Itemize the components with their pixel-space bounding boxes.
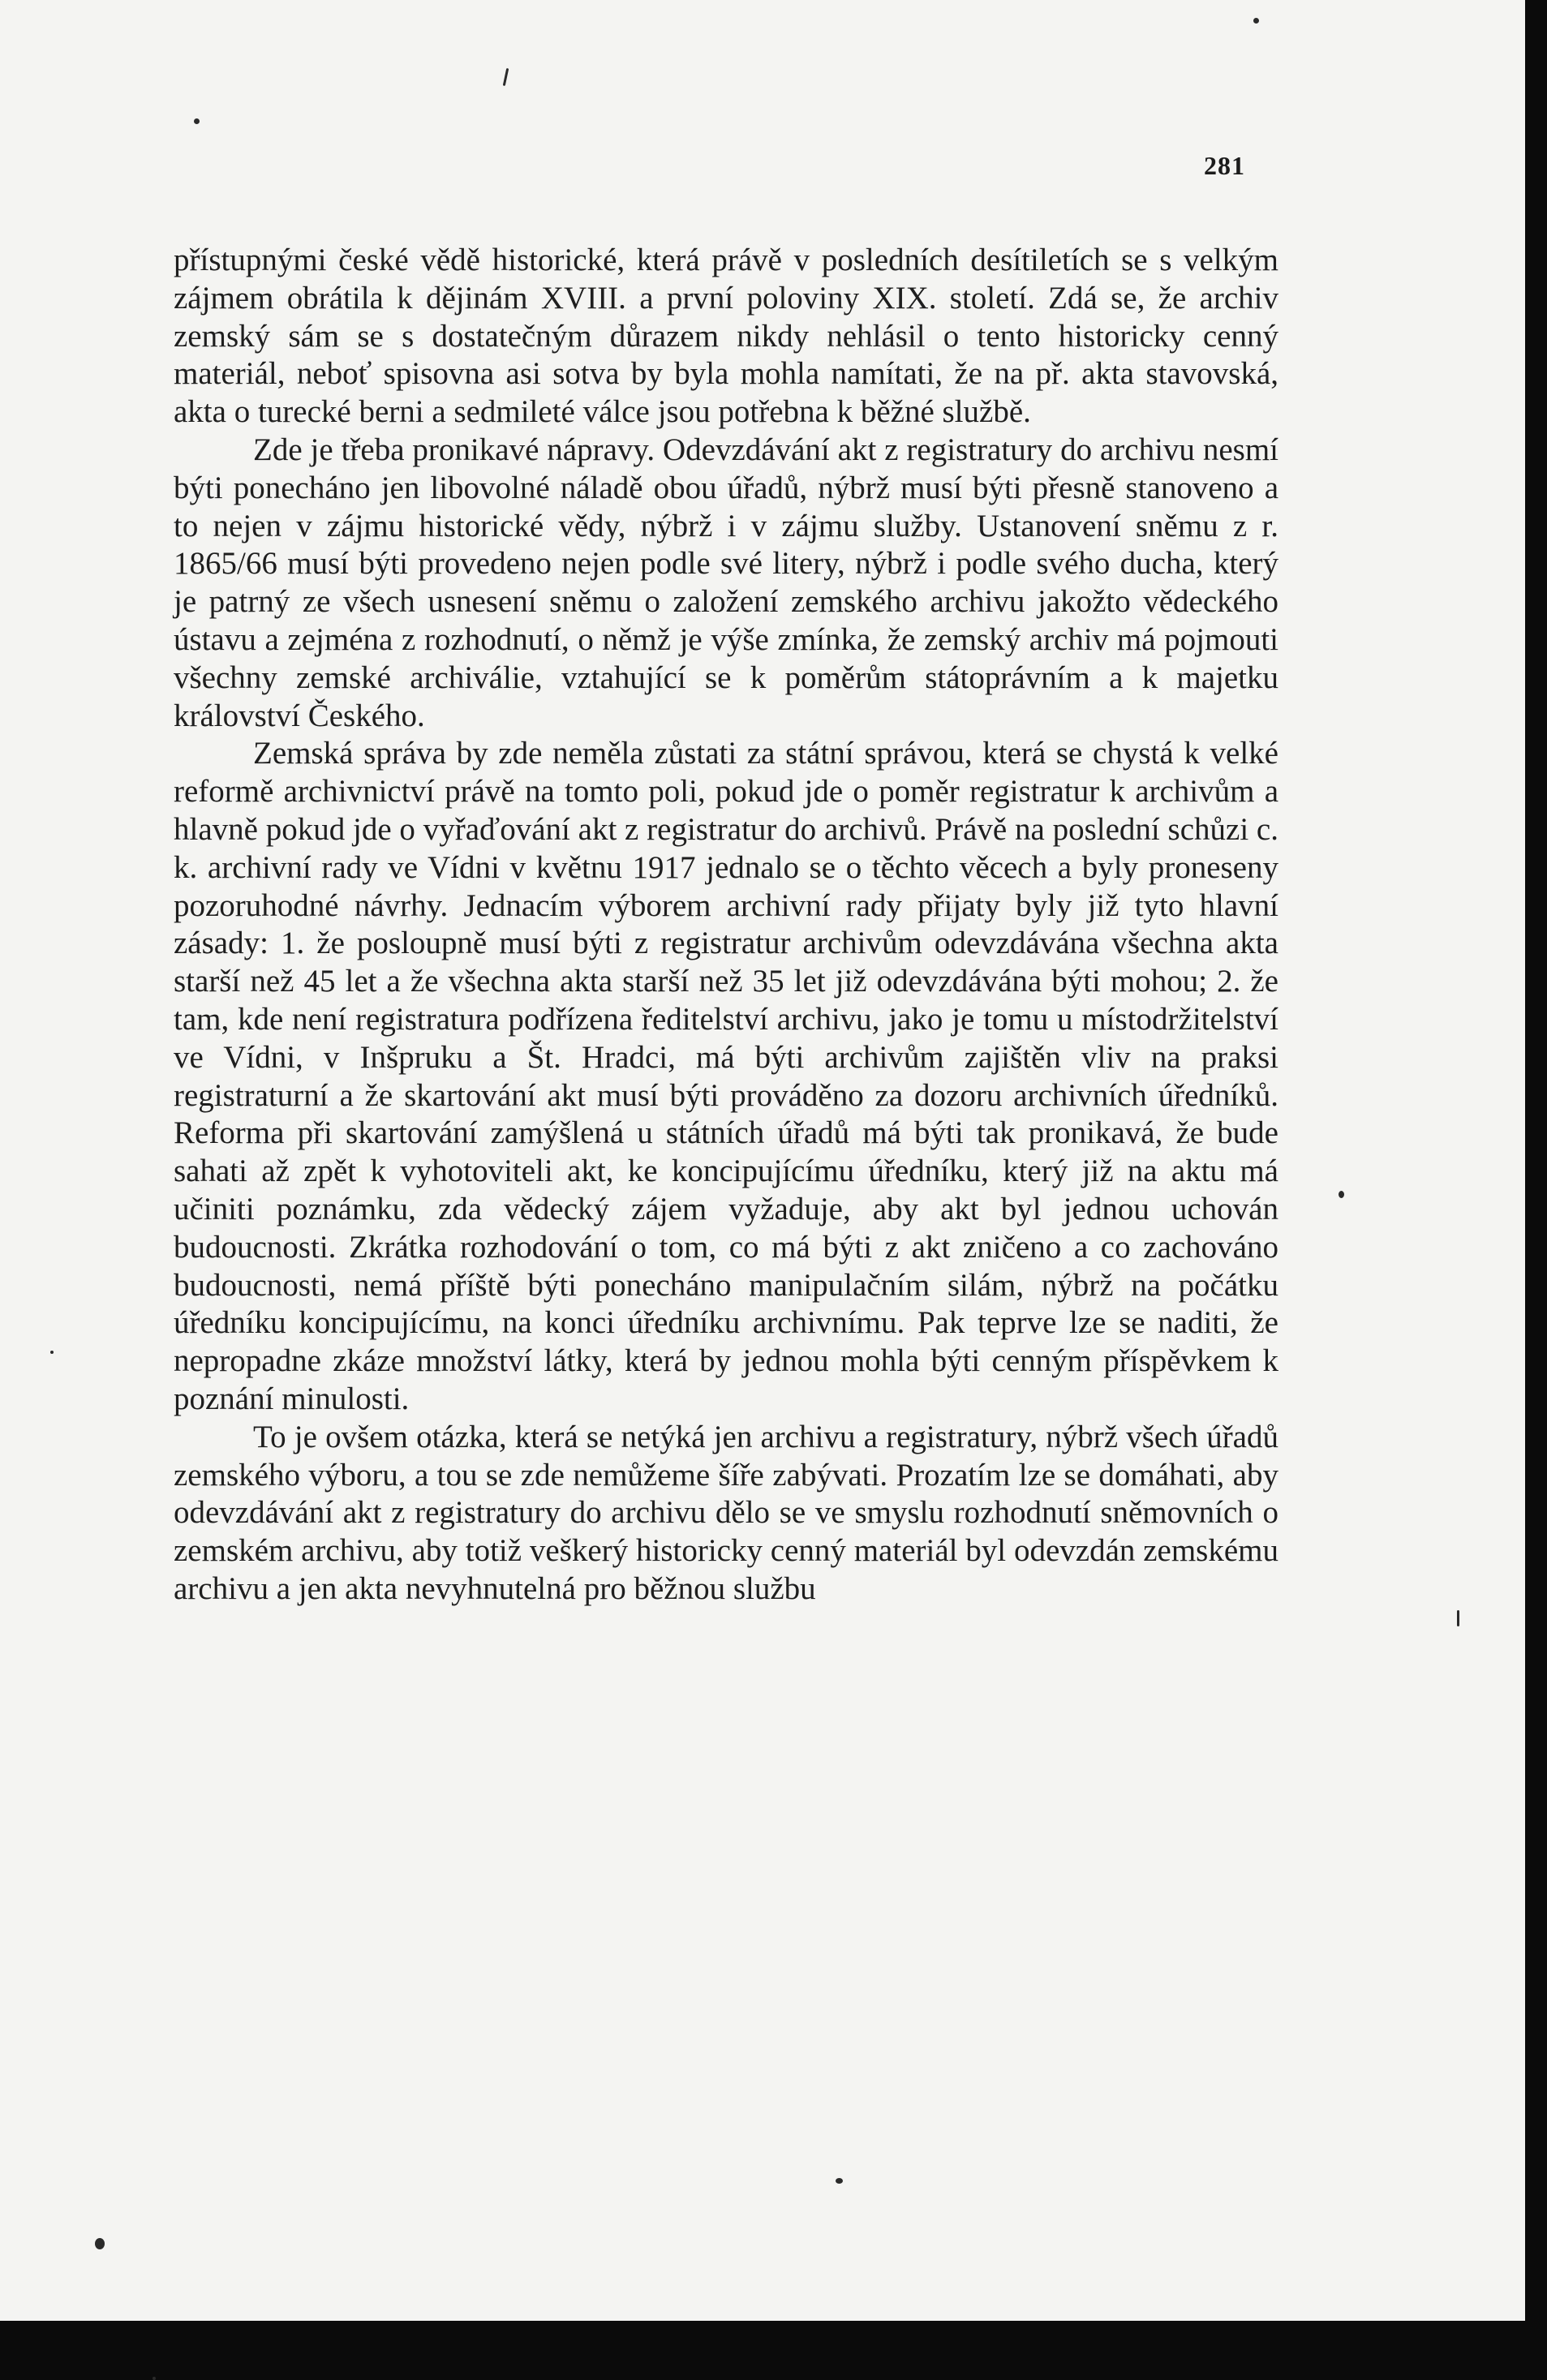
paragraph: Zemská správa by zde neměla zůstati za státní správou, která se chystá k velké reformě archivnictví právě na tomto poli, pokud jde o poměr registratur k archivům a hlavně pokud jde o vyřaďování akt z registratur do archivů. Právě na poslední schůzi c. k. archivní rady ve Vídni v květnu 1917 jednalo se o těchto věcech a byly proneseny pozoruhodné návrhy. Jednacím výborem archivní rady přijaty byly již tyto hlavní zásady: 1. že posloupně musí býti z registratur archivům odevzdávána všechna akta starší než 45 let a že všechna akta starší než 35 let již odevzdávána býti mohou; 2. že tam, kde není registratura podřízena ředitelství archivu, jako je tomu u místodržitelství ve Vídni, v Inšpruku a Št. Hradci, má býti archivům zajištěn vliv na praksi registraturní a že skartování akt musí býti prováděno za dozoru archivních úředníků. Reforma při skartování zamýšlená u státních úřadů má býti tak pronikavá, že bude sahati až zpět k vyhotoviteli akt, ke koncipujícímu úředníku, který již na aktu má učiniti poznámku, zda vědecký zájem vyžaduje, aby akt byl jednou uchován budoucnosti. Zkrátka rozhodování o tom, co má býti z akt zničeno a co zachováno budoucnosti, nemá příště býti ponecháno manipulačním silám, nýbrž na počátku úředníku koncipujícímu, na konci úředníku archivnímu. Pak teprve lze se naditi, že nepropadne zkáze množství látky, která by jednou mohla býti cenným příspěvkem k poznání minulosti. <box>174 736 1278 1416</box>
paragraph: To je ovšem otázka, která se netýká jen archivu a registratury, nýbrž všech úřadů zemského výboru, a tou se zde nemůžeme šíře zabývati. Prozatím lze se domáhati, aby odevzdávání akt z registratury do archivu dělo se ve smyslu rozhodnutí sněmovních o zemském archivu, aby totiž veškerý historicky cenný materiál byl odevzdán zemskému archivu a jen akta nevyhnutelná pro běžnou službu <box>174 1419 1278 1606</box>
scan-speck <box>503 68 509 86</box>
scan-speck <box>836 2178 843 2184</box>
scan-speck <box>50 1351 54 1354</box>
scan-speck <box>194 118 200 124</box>
paragraph-continued: přístupnými české vědě historické, která právě v posledních desítiletích se s velkým zájmem obrátila k dějinám XVIII. a první poloviny XIX. století. Zdá se, že archiv zemský sám se s dostatečným důrazem nikdy nehlásil o tento historicky cenný materiál, neboť spisovna asi sotva by byla mohla namítati, že na př. akta stavovská, akta o turecké berni a sedmileté válce jsou potřebna k běžné službě. <box>174 243 1278 430</box>
scan-speck <box>1253 18 1259 24</box>
scan-speck <box>153 2377 156 2380</box>
paragraph: Zde je třeba pronikavé nápravy. Odevzdávání akt z registratury do archivu nesmí býti ponecháno jen libovolné náladě obou úřadů, nýbrž musí býti přesně stanoveno a to nejen v zájmu historické vědy, nýbrž i v zájmu služby. Ustanovení sněmu z r. 1865/66 musí býti provedeno nejen podle své litery, nýbrž i podle svého ducha, který je patrný ze všech usnesení sněmu o založení zemského archivu jakožto vědeckého ústavu a zejména z rozhodnutí, o němž je výše zmínka, že zemský archiv má pojmouti všechny zemské archiválie, vztahující se k poměrům státoprávním a k majetku království Českého. <box>174 432 1278 733</box>
body-text <box>174 242 1278 1609</box>
scan-speck <box>1457 1610 1459 1626</box>
scan-speck <box>1339 1191 1344 1198</box>
page-number: 281 <box>1204 151 1245 180</box>
scan-speck <box>95 2238 105 2249</box>
